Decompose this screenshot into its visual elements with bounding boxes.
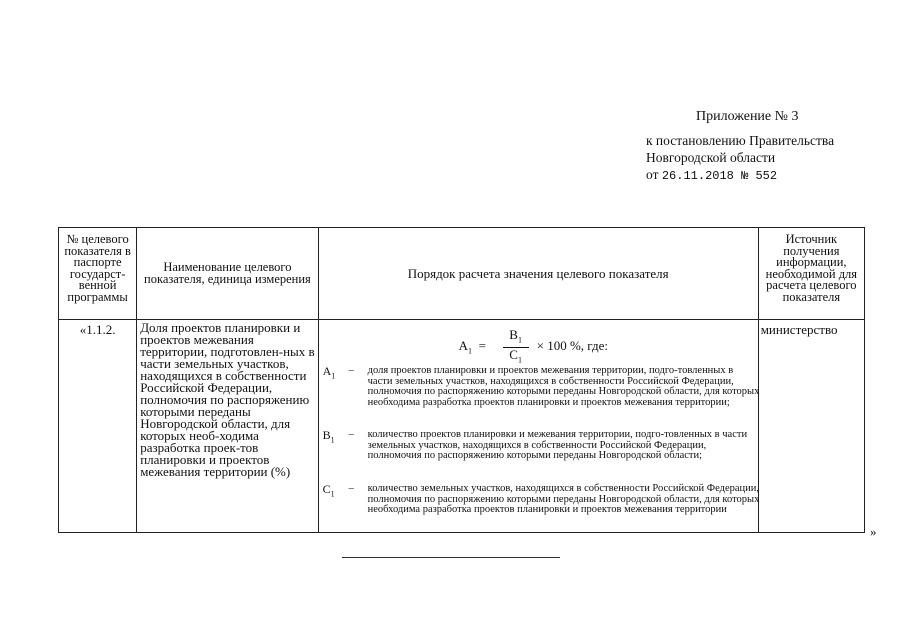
definition-text: количество земельных участков, находящихся в собственности Российской Федерации, полномочия по распоряжению которыми переданы Новгородской области, для которых необходима разработка проектов планировки и проектов межевания территории — [367, 483, 760, 515]
header-information-source: Источник получения информации, необходимой для расчета целевого показателя — [758, 228, 864, 320]
header-calculation-method: Порядок расчета значения целевого показателя — [318, 228, 758, 320]
formula-denominator: $C_1$ — [509, 346, 522, 365]
information-source: министерство — [758, 320, 864, 533]
indicator-name: Доля проектов планировки и проектов межевания территории, подготовлен-ных в части земельных участков, находящихся в собственности Российской Федерации, полномочия по распоряжению которыми переданы Новгородской области, для которых необ-ходима разработка проек-тов планировки и проектов межевания территории (%) — [137, 320, 318, 533]
indicator-table — [58, 227, 865, 533]
footer-rule — [342, 557, 560, 558]
formula — [458, 327, 659, 365]
formula-lhs: $A_1$ — [458, 338, 473, 356]
table-header-row — [59, 228, 865, 320]
definition-symbol: $B_1$ — [322, 428, 335, 445]
formula-numerator: $B_1$ — [509, 327, 522, 345]
calculation-cell: $A_1$ = $B_1$ $C_1$ × 100 %, где: $A_1$ – доля проектов планировки и проектов межевания территории, подго-товленных в части земельных участков, находящихся в собственности Российской Федерации, полномочия по распоряжению которыми переданы Новгородской области, для которых необходима разработка проектов планировки и проектов межевания территории; $B_1$ – количество проектов планировки и межевания территории, подго-товленных в части земельных участков, находящихся в собственности Российской Федерации, полномочия по распоряжению которыми переданы Новгородской области; $C_1$ – количество земельных участков, находящихся в собственности Российской Федерации, полномочия по распоряжению которыми переданы Новгородской области, для которых необходима разработка проектов планировки и проектов межевания территории — [318, 320, 758, 533]
formula-equals: = — [478, 338, 486, 353]
definition-symbol: $A_1$ — [322, 364, 336, 381]
formula-rest: × 100 %, где: — [536, 338, 608, 353]
definition-symbol: $C_1$ — [322, 482, 335, 499]
formula-fraction — [503, 328, 529, 366]
indicator-number: «1.1.2. — [59, 320, 137, 533]
header-indicator-number: № целевого показателя в паспорте государст-венной программы — [59, 228, 137, 320]
header-line-1: к постановлению Правительства — [646, 133, 835, 148]
date-prefix: от — [646, 167, 662, 182]
header-line-2: Новгородской области — [646, 150, 776, 165]
header-line-3 — [646, 166, 777, 186]
table-row — [59, 320, 865, 533]
appendix-title: Приложение № 3 — [696, 109, 799, 124]
definition-text: доля проектов планировки и проектов межевания территории, подго-товленных в части земельных участков, находящихся в собственности Российской Федерации, полномочия по распоряжению которыми переданы Новгородской области, для которых необходима разработка проектов планировки и проектов межевания территории; — [367, 365, 760, 408]
closing-quote: » — [870, 524, 877, 539]
decree-date-number: 26.11.2018 № 552 — [661, 169, 778, 183]
definition-text: количество проектов планировки и межевания территории, подго-товленных в части земельных участков, находящихся в собственности Российской Федерации, полномочия по распоряжению которыми переданы Новгородской области; — [367, 429, 748, 461]
header-indicator-name: Наименование целевого показателя, единица измерения — [137, 228, 318, 320]
